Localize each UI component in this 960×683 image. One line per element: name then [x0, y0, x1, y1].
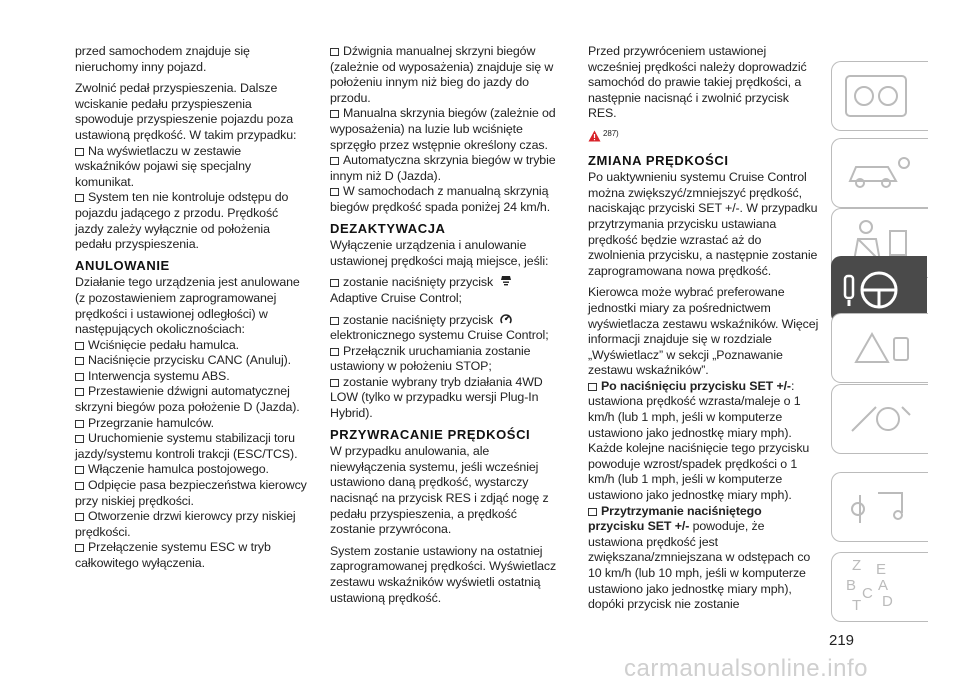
list-item: Przełączenie systemu ESC w tryb całkowitego wyłączenia.	[75, 540, 271, 570]
list-item: Otworzenie drzwi kierowcy przy niskiej prędkości.	[75, 509, 296, 539]
tab-car[interactable]	[831, 138, 928, 208]
tab-letter: Z	[852, 557, 862, 574]
checkbox-bullet-icon	[75, 435, 84, 443]
emergency-icon	[832, 385, 928, 453]
checkbox-bullet-icon	[330, 110, 339, 118]
paragraph: Wyłączenie urządzenia i anulowanie ustawionej prędkości mają miejsce, jeśli:	[330, 238, 549, 268]
checkbox-bullet-icon	[75, 544, 84, 552]
list-item: Interwencja systemu ABS.	[75, 369, 307, 385]
paragraph: Zwolnić pedał przyspieszenia. Dalsze wciskanie pedału przyspieszenia spowoduje przyspieszenie pojazdu poza ustawioną prędkość. W takim przypadku:	[75, 81, 297, 142]
list-item: zostanie naciśnięty przycisk elektronicznego systemu Cruise Control;	[330, 312, 549, 343]
cruise-control-icon	[499, 312, 513, 326]
multimedia-icon	[832, 473, 928, 541]
checkbox-bullet-icon	[75, 342, 84, 350]
list-item: Manualna skrzynia biegów (zależnie od wyposażenia) na luzie lub wciśnięte sprzęgło przez wstępnie określony czas.	[330, 106, 556, 152]
checkbox-bullet-icon	[330, 348, 339, 356]
list-item: Odpięcie pasa bezpieczeństwa kierowcy przy niskiej prędkości.	[75, 478, 307, 508]
paragraph: Działanie tego urządzenia jest anulowane (z pozostawieniem zaprogramowanej prędkości i ustawionej odległości) w następujących okolicznościach:	[75, 275, 300, 337]
list-item: Uruchomienie systemu stabilizacji toru jazdy/systemu kontroli trakcji (ESC/TCS).	[75, 431, 298, 461]
car-key-icon	[832, 139, 928, 207]
checkbox-bullet-icon	[330, 379, 339, 387]
checkbox-bullet-icon	[330, 157, 339, 165]
section-heading: ZMIANA PRĘDKOŚCI	[588, 152, 729, 168]
section-heading: PRZYWRACANIE PRĘDKOŚCI	[330, 426, 531, 442]
list-item: Automatyczna skrzynia biegów w trybie innym niż D (Jazda).	[330, 153, 556, 183]
list-item: Przełącznik uruchamiania zostanie ustawiony w położeniu STOP;	[330, 343, 531, 374]
checkbox-bullet-icon	[75, 373, 84, 381]
list-item: zostanie wybrany tryb działania 4WD LOW (tylko w przypadku wersji Plug-In Hybrid).	[330, 374, 543, 421]
list-item: W samochodach z manualną skrzynią biegów prędkość spada poniżej 24 km/h.	[330, 184, 551, 214]
paragraph: Po uaktywnieniu systemu Cruise Control można zwiększyć/zmniejszyć prędkość, naciskając przyciski SET +/-. W przypadku przytrzymania przycisku ustawiana prędkość będzie wzrastać aż do zwolnienia przycisku, a następnie zostanie zaprogramowana nowa prędkość.	[588, 170, 818, 278]
tab-warning-lights[interactable]	[831, 313, 928, 383]
tab-letter: D	[882, 593, 893, 610]
paragraph: przed samochodem znajduje się nieruchomy inny pojazd.	[75, 44, 250, 74]
paragraph: W przypadku anulowania, ale niewyłączenia systemu, jeśli wcześniej ustawiono daną prędkość, wystarczy nacisnąć na przycisk RES i zdjąć nogę z pedału przyspieszenia, a prędkość zostanie przywrócona.	[330, 444, 549, 537]
tab-letter: T	[852, 597, 862, 614]
list-item: Przestawienie dźwigni automatycznej skrzyni biegów poza położenie D (Jazda).	[75, 384, 300, 415]
column-1	[75, 44, 307, 572]
checkbox-bullet-icon	[75, 466, 84, 474]
list-item: Dźwignia manualnej skrzyni biegów (zależnie od wyposażenia) znajduje się w położeniu innym niż bieg do jazdy do przodu.	[330, 44, 554, 105]
checkbox-bullet-icon	[588, 383, 597, 391]
list-item: Przytrzymanie naciśniętego przycisku SET +/- powoduje, że ustawiona prędkość jest zwiększana/zmniejszana w odstępach co 10 km/h (lub 10 mph, jeśli w komputerze ustawiono jako jednostkę miary mph), dopóki przycisk nie zostanie	[588, 503, 811, 612]
checkbox-bullet-icon	[75, 148, 84, 156]
dashboard-icon	[832, 62, 928, 130]
checkbox-bullet-icon	[588, 508, 597, 516]
page-number: 219	[829, 632, 855, 649]
warning-light-icon	[832, 314, 928, 382]
watermark: carmanualsonline.info	[624, 655, 868, 682]
checkbox-bullet-icon	[75, 194, 84, 202]
checkbox-bullet-icon	[75, 420, 84, 428]
checkbox-bullet-icon	[330, 188, 339, 196]
tab-letter: B	[846, 577, 857, 594]
checkbox-bullet-icon	[75, 513, 84, 521]
section-heading: ANULOWANIE	[75, 257, 170, 273]
tab-dashboard[interactable]	[831, 61, 928, 131]
list-item: System ten nie kontroluje odstępu do pojazdu jadącego z przodu. Prędkość jazdy zależy wyłącznie od położenia pedału przyspieszenia.	[75, 190, 289, 252]
list-item: Włączenie hamulca postojowego.	[75, 462, 307, 478]
checkbox-bullet-icon	[330, 279, 339, 287]
column-2	[330, 44, 562, 612]
tab-letter: C	[862, 585, 873, 602]
checkbox-bullet-icon	[75, 482, 84, 490]
checkbox-bullet-icon	[330, 317, 339, 325]
paragraph: System zostanie ustawiony na ostatniej zaprogramowanej prędkości. Wyświetlacz zestawu wskaźników wyświetli ostatnią ustawioną prędkość.	[330, 543, 557, 605]
checkbox-bullet-icon	[330, 48, 339, 56]
tab-letter: A	[878, 577, 889, 594]
tab-index[interactable]	[831, 552, 928, 622]
adaptive-cruise-control-icon	[499, 275, 513, 287]
section-heading: DEZAKTYWACJA	[330, 220, 446, 236]
list-item: Po naciśnięciu przycisku SET +/-: ustawiona prędkość wzrasta/maleje o 1 km/h (lub 1 mph, jeśli w komputerze ustawiono jako jednostkę miary mph). Każde kolejne naciśnięcie tego przycisku powoduje wzrost/spadek prędkości o 1 km/h (lub 1 mph, jeśli w komputerze ustawiono jako jednostkę miary mph).	[588, 378, 810, 503]
tab-letter: E	[876, 561, 887, 578]
list-item: Wciśnięcie pedału hamulca.	[75, 338, 307, 354]
checkbox-bullet-icon	[75, 388, 84, 396]
warning-triangle-icon	[588, 130, 601, 142]
column-3	[588, 44, 820, 613]
list-item: zostanie naciśnięty przycisk Adaptive Cruise Control;	[330, 275, 562, 306]
list-item: Naciśnięcie przycisku CANC (Anuluj).	[75, 353, 307, 369]
tab-maintenance[interactable]	[831, 472, 928, 542]
tab-emergency[interactable]	[831, 384, 928, 454]
paragraph: Przed przywróceniem ustawionej wcześniej prędkości należy doprowadzić samochód do prawie takiej prędkości, a następnie nacisnąć i zwolnić przycisk RES.	[588, 44, 807, 121]
list-item: Na wyświetlaczu w zestawie wskaźników pojawi się specjalny komunikat.	[75, 143, 251, 189]
list-item: Przegrzanie hamulców.	[75, 416, 307, 432]
warning-reference: 287)	[588, 126, 619, 147]
checkbox-bullet-icon	[75, 357, 84, 365]
paragraph: Kierowca może wybrać preferowane jednostki miary za pośrednictwem wyświetlacza zestawu wskaźników. Więcej informacji znajduje się w rozdziale „Wyświetlacz” w sekcji „Poznawanie zestawu wskaźników”.	[588, 285, 819, 378]
